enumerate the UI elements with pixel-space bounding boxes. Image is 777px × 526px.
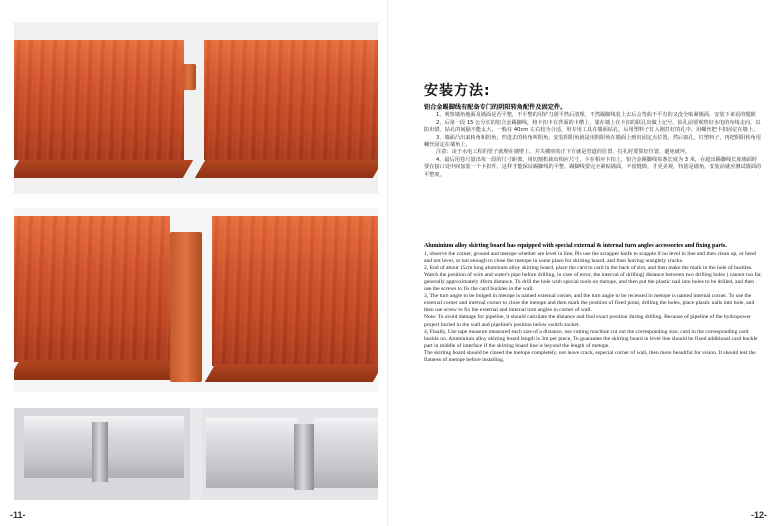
english-paragraph: 1, observe the corner, ground and metope whether are level in line, Pls use the scrapper knife to scapple if no level in line and then clean up, or bend and not level, or not enough to close the metope in some place for skirting board, and then leaving unsightly cracks. — [424, 251, 757, 265]
wood-board-left — [14, 40, 184, 160]
left-page — [0, 0, 388, 526]
chinese-paragraph: 3、墙面凸出来转角和阴角，凹进去的转角叫阴角，安装阴阳角就是用阴阳角在墙面上画出固定点位置，然后取孔，钉塑料子，再把阴阳转角用螺丝固定在墙角上。 — [424, 134, 761, 149]
english-paragraph: Note: To avoid damage for pipeline, it should calculate the distance and find exact position during drilling. Because of pipeline of the hydropower project buried in the wall and pipeline's position below switch socket. — [424, 314, 751, 328]
english-instructions — [424, 243, 762, 364]
chinese-paragraph: 注意：由于水电工程的管子就埋在墙壁上，并关插座的正下方就是管道的位置，打孔时要算好位置，避免破坏。 — [436, 149, 691, 156]
english-paragraph: 3, The turn angle to be bulged in metope is named external corner, and the turn angle to be recessed in metope is named internal corner. To use the external corner and internal corner to close the metope and then mark the position of fixed point, drilling the holes, place plastic nails into hole, and then use screw to fix the external and internal turn angles in corner of wall. — [424, 293, 755, 314]
aluminium-board — [314, 418, 378, 488]
board-foot-right — [195, 160, 378, 178]
photo-straight-joint — [14, 22, 378, 194]
english-paragraph: The skirting board should be closed the metope completely, not leave crack, especial corner of wall, then more beautiful for vision. It should test the flatness of metope before installing. — [424, 349, 756, 363]
english-paragraph: 2, End of about 15cm long aluminum alloy skirting board, place the card to card in the back of slot, and then make the mark in the hole of buckles. Watch the position of wire and water's pipe before drilling, in case of error, the interval of drilling( distance between two drilling holes ) cannot too far, generally approximately 40cm distance. To drill the hole with special tools on metope, and then put the plastic nail into holes to be drilled, and then use the screws to fix the card buckles in the wall. — [424, 265, 762, 293]
wood-board-left — [14, 216, 170, 362]
english-heading: Aluminium alloy skirting board has equipped with special external & internal turn angles accessories and fixing parts. — [424, 243, 727, 249]
board-foot-right — [205, 364, 378, 382]
aluminium-board — [206, 418, 298, 488]
wood-board-right — [204, 40, 378, 160]
connector-piece — [182, 64, 196, 90]
board-foot-left — [14, 160, 193, 178]
page-number: -12- — [750, 510, 767, 520]
chinese-paragraph: 1、观察墙角地面及墙面是否平整，不平整的用铲刀刮平然后清理，不然踢脚线装上去后会弯曲不平有的又没全贴紧墙面，安装下来看的缝隙 — [436, 112, 756, 119]
aluminium-photo-left — [14, 408, 190, 500]
photo-corner-joint — [14, 208, 378, 392]
chinese-instructions — [424, 104, 762, 179]
english-paragraph: 4, Finally, Use tape measure measured each size of a distance, use cutting machine cut out the corresponding size, card in the corresponding card buckle on. Aluminium alloy skirting board length is 3m per piece, To guarantee the skirting board in level line should be fixed additional card buckle part in middle of interface if the skirting board line is beyond the length of metope. — [424, 328, 758, 349]
chinese-paragraph: 2、后第一段 15 公分长的铝合金踢脚线，将卡扣卡在背面的卡槽上，靠在墙上在卡扣的联孔出做上记号，钻孔前要观察好水电的布线走向，以防出错。钻孔的间隔不能太大，一般在 40cm 左右较为合适，用专用工具在墙面钻孔，后用塑料子钉入刚打好的孔中，用螺丝把卡扣固定在墙上。 — [424, 119, 761, 134]
aluminium-corner-piece — [294, 424, 314, 490]
wood-board-right — [212, 216, 378, 366]
aluminium-connector — [92, 422, 108, 482]
section-title: 安装方法: — [424, 83, 491, 99]
aluminium-photo-right — [202, 408, 378, 500]
chinese-heading: 铝合金踢脚线有配备专门的阴阳转角配件及固定件。 — [424, 104, 567, 111]
corner-piece — [170, 232, 202, 382]
board-foot-left — [14, 360, 190, 380]
photo-aluminium-boards — [14, 408, 378, 500]
page-number: -11- — [10, 510, 26, 520]
chinese-paragraph: 4、最后用卷尺量出每一段的尺寸距离，用切割机裁出相应尺寸，卡在相应卡扣上，铝合金踢脚线每条长度为 3 米，在超出踢脚线长度墙面时要在接口处中间加装一个卡扣件，这样才能保证踢脚线的平整，踢脚线要完全紧贴墙面，不留缝隙，才更美观，特别是墙角，安装前就应测试墙面的平整度。 — [424, 156, 762, 178]
